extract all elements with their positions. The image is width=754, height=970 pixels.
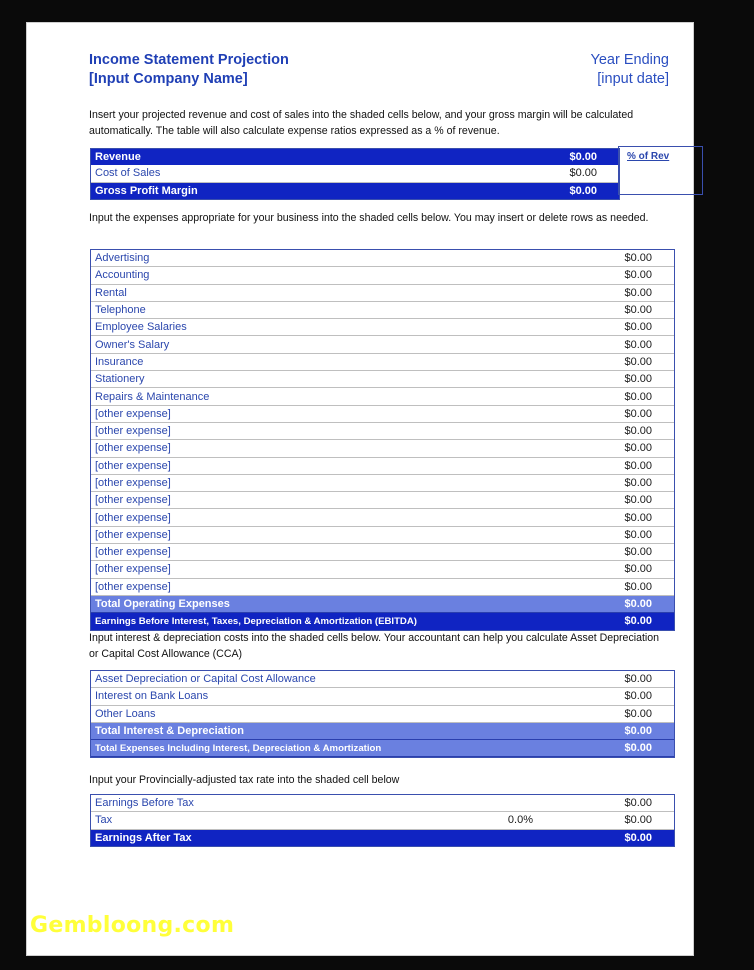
row-amount[interactable]: $0.00: [541, 595, 674, 612]
interest-table-body: [91, 671, 674, 757]
expense-table: [91, 250, 674, 630]
row-amount[interactable]: $0.00: [541, 613, 674, 630]
instruction-tax: Input your Provincially-adjusted tax rate into the shaded cell below: [89, 774, 400, 786]
instruction-revenue: Insert your projected revenue and cost of sales into the shaded cells below, and your gross margin will be calculated automatically. The table will also calculate expense ratios expressed as a % of revenue.: [89, 109, 634, 137]
table-row[interactable]: [91, 578, 674, 595]
row-amount[interactable]: $0.00: [541, 812, 674, 829]
year-ending-label: Year Ending: [590, 52, 669, 68]
table-row[interactable]: [91, 544, 674, 561]
row-amount[interactable]: $0.00: [496, 182, 619, 199]
row-label: Gross Profit Margin: [91, 182, 496, 199]
header-title-block: [89, 51, 289, 89]
table-row[interactable]: [91, 149, 619, 165]
row-amount[interactable]: $0.00: [541, 336, 674, 353]
row-label: [other expense]: [91, 561, 541, 578]
revenue-table-body: [91, 149, 619, 199]
row-amount[interactable]: $0.00: [541, 284, 674, 301]
table-row[interactable]: [91, 319, 674, 336]
row-rate-input[interactable]: [431, 829, 541, 846]
header-date-block: [591, 51, 669, 89]
table-row[interactable]: [91, 371, 674, 388]
row-amount[interactable]: $0.00: [541, 740, 674, 757]
row-label: Interest on Bank Loans: [91, 688, 541, 705]
instruction-interest: Input interest & depreciation costs into the shaded cells below. Your accountant can help you calculate Asset Depreciation or Capital Cost Allowance (CCA): [89, 632, 660, 660]
row-label: Revenue: [91, 149, 496, 165]
row-label: Owner's Salary: [91, 336, 541, 353]
tax-table: [91, 795, 674, 846]
row-amount[interactable]: $0.00: [541, 250, 674, 267]
page-content: [27, 23, 693, 955]
row-amount[interactable]: $0.00: [496, 149, 619, 165]
row-amount[interactable]: $0.00: [541, 474, 674, 491]
table-row[interactable]: [91, 457, 674, 474]
row-amount[interactable]: $0.00: [541, 578, 674, 595]
row-amount[interactable]: $0.00: [541, 388, 674, 405]
table-row[interactable]: [91, 284, 674, 301]
table-row[interactable]: [91, 671, 674, 688]
table-row[interactable]: [91, 561, 674, 578]
table-row[interactable]: [91, 492, 674, 509]
interest-depreciation-table: [91, 671, 674, 757]
table-row[interactable]: [91, 422, 674, 439]
table-row[interactable]: [91, 165, 619, 182]
row-amount[interactable]: $0.00: [496, 165, 619, 182]
row-amount[interactable]: $0.00: [541, 440, 674, 457]
row-amount[interactable]: $0.00: [541, 795, 674, 812]
revenue-table: [91, 149, 619, 199]
row-label: Other Loans: [91, 705, 541, 722]
row-amount[interactable]: $0.00: [541, 492, 674, 509]
row-amount[interactable]: $0.00: [541, 319, 674, 336]
table-row[interactable]: [91, 688, 674, 705]
table-row[interactable]: [91, 595, 674, 612]
expense-table-body: [91, 250, 674, 630]
table-row[interactable]: [91, 250, 674, 267]
row-label: Rental: [91, 284, 541, 301]
row-amount[interactable]: $0.00: [541, 301, 674, 318]
table-row[interactable]: [91, 405, 674, 422]
row-label: Asset Depreciation or Capital Cost Allowance: [91, 671, 541, 688]
row-amount[interactable]: $0.00: [541, 509, 674, 526]
instruction-expenses: Input the expenses appropriate for your business into the shaded cells below. You may insert or delete rows as needed.: [89, 212, 649, 224]
table-row[interactable]: [91, 795, 674, 812]
row-amount[interactable]: $0.00: [541, 829, 674, 846]
table-row[interactable]: [91, 301, 674, 318]
watermark-text: Gembloong.com: [30, 913, 235, 938]
row-label: Cost of Sales: [91, 165, 496, 182]
row-label: [other expense]: [91, 526, 541, 543]
row-label: Total Interest & Depreciation: [91, 722, 541, 739]
table-row[interactable]: [91, 353, 674, 370]
row-label: Earnings Before Interest, Taxes, Depreciation & Amortization (EBITDA): [91, 613, 541, 630]
tax-table-body: [91, 795, 674, 846]
table-row[interactable]: [91, 613, 674, 630]
row-label: [other expense]: [91, 509, 541, 526]
row-label: [other expense]: [91, 405, 541, 422]
table-row[interactable]: [91, 722, 674, 739]
row-label: [other expense]: [91, 578, 541, 595]
row-amount[interactable]: $0.00: [541, 353, 674, 370]
row-label: Repairs & Maintenance: [91, 388, 541, 405]
input-date-placeholder[interactable]: [input date]: [597, 71, 669, 87]
table-row[interactable]: [91, 474, 674, 491]
row-amount[interactable]: $0.00: [541, 705, 674, 722]
row-label: Accounting: [91, 267, 541, 284]
row-label: Earnings After Tax: [91, 829, 431, 846]
row-label: [other expense]: [91, 440, 541, 457]
row-label: [other expense]: [91, 492, 541, 509]
table-row[interactable]: [91, 388, 674, 405]
table-row[interactable]: [91, 705, 674, 722]
table-row[interactable]: [91, 526, 674, 543]
row-label: Employee Salaries: [91, 319, 541, 336]
row-rate-input[interactable]: [431, 795, 541, 812]
row-amount[interactable]: $0.00: [541, 267, 674, 284]
row-amount[interactable]: $0.00: [541, 457, 674, 474]
row-amount[interactable]: $0.00: [541, 722, 674, 739]
table-row[interactable]: [91, 440, 674, 457]
row-label: [other expense]: [91, 474, 541, 491]
row-label: Earnings Before Tax: [91, 795, 431, 812]
row-amount[interactable]: $0.00: [541, 405, 674, 422]
percent-of-revenue-header: % of Rev: [627, 151, 670, 162]
row-amount[interactable]: $0.00: [541, 688, 674, 705]
table-row[interactable]: [91, 812, 674, 829]
table-row[interactable]: [91, 740, 674, 757]
row-amount[interactable]: $0.00: [541, 422, 674, 439]
row-label: Insurance: [91, 353, 541, 370]
table-row[interactable]: [91, 829, 674, 846]
row-amount[interactable]: $0.00: [541, 371, 674, 388]
row-label: [other expense]: [91, 457, 541, 474]
table-row[interactable]: [91, 509, 674, 526]
row-amount[interactable]: $0.00: [541, 561, 674, 578]
row-label: Advertising: [91, 250, 541, 267]
row-amount[interactable]: $0.00: [541, 671, 674, 688]
page-title: Income Statement Projection: [89, 52, 289, 68]
table-row[interactable]: [91, 182, 619, 199]
row-label: Telephone: [91, 301, 541, 318]
row-amount[interactable]: $0.00: [541, 544, 674, 561]
company-name-placeholder[interactable]: [Input Company Name]: [89, 71, 248, 87]
row-amount[interactable]: $0.00: [541, 526, 674, 543]
row-label: [other expense]: [91, 544, 541, 561]
row-label: Stationery: [91, 371, 541, 388]
row-rate-input[interactable]: 0.0%: [431, 812, 541, 829]
table-row[interactable]: [91, 267, 674, 284]
document-header: [89, 51, 669, 89]
table-row[interactable]: [91, 336, 674, 353]
row-label: [other expense]: [91, 422, 541, 439]
document-page: [27, 23, 693, 955]
row-label: Tax: [91, 812, 431, 829]
row-label: Total Expenses Including Interest, Depreciation & Amortization: [91, 740, 541, 757]
row-label: Total Operating Expenses: [91, 595, 541, 612]
